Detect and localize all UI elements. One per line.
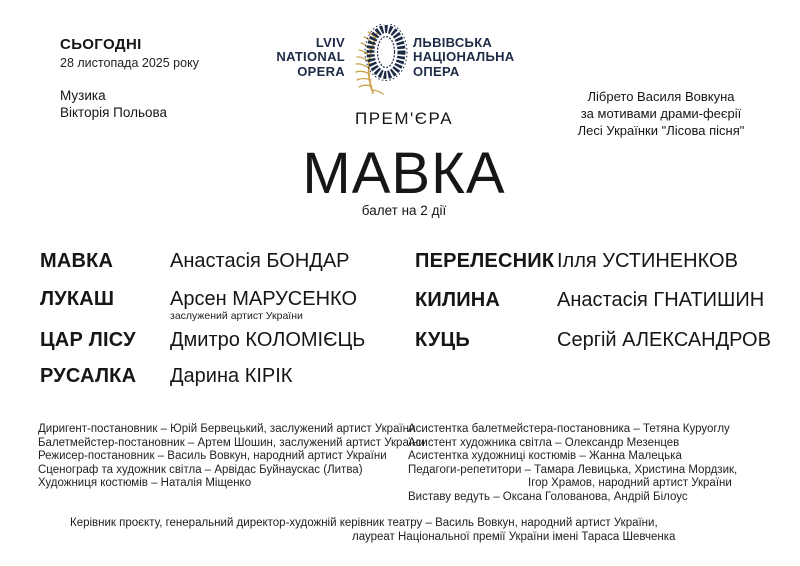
credit-line: Диригент-постановник – Юрій Бервецький, заслужений артист України	[38, 423, 416, 435]
cast-role: МАВКА	[40, 250, 114, 272]
opera-logo-text-en	[228, 36, 345, 79]
production-credits-right	[408, 423, 778, 505]
logo-ua-line: ОПЕРА	[413, 63, 460, 79]
credit-line: Асистент художника світла – Олександр Мезенцев	[408, 436, 680, 449]
logo-ua-line: НАЦІОНАЛЬНА	[413, 49, 515, 65]
credit-line: Асистентка балетмейстера-постановника – Тетяна Куруоглу	[408, 423, 730, 435]
logo-en-line: LVIV	[315, 35, 345, 50]
libretto-line: Лібрето Василя Вовкуна	[587, 89, 735, 104]
logo-ua-line: ЛЬВІВСЬКА	[413, 35, 493, 50]
credit-line: Ігор Храмов, народний артист України	[528, 477, 732, 490]
credit-line: Виставу ведуть – Оксана Голованова, Андрій Білоус	[408, 490, 688, 503]
cast-performer-title: заслужений артист України	[170, 310, 303, 322]
cast-role: ЦАР ЛІСУ	[40, 329, 136, 351]
composer-name: Вікторія Польова	[60, 105, 168, 120]
cast-role: КИЛИНА	[415, 289, 501, 311]
cast-performer: Анастасія БОНДАР	[170, 250, 350, 272]
credit-line: Сценограф та художник світла – Арвідас Буйнаускас (Литва)	[38, 463, 363, 476]
cast-performer-name: Арсен МАРУСЕНКО	[170, 288, 358, 310]
logo-en-line: OPERA	[297, 63, 345, 79]
cast-performer: Анастасія ГНАТИШИН	[557, 289, 765, 311]
logo-en-line: NATIONAL	[276, 49, 345, 65]
director-credit-line: Керівник проєкту, генеральний директор-художній керівник театру – Василь Вовкун, народний артист України,	[70, 517, 658, 529]
credit-line: Педагоги-репетитори – Тамара Левицька, Христина Мордзик,	[408, 463, 738, 476]
cast-role: РУСАЛКА	[40, 365, 137, 387]
performance-date: 28 листопада 2025 року	[60, 56, 199, 70]
cast-performer: Дмитро КОЛОМІЄЦЬ	[170, 329, 366, 351]
cast-performer	[170, 288, 357, 322]
cast-performer: Сергій АЛЕКСАНДРОВ	[557, 329, 771, 351]
opera-logo-text-ua	[413, 36, 543, 79]
credit-line: Балетмейстер-постановник – Артем Шошин, заслужений артист України	[38, 436, 425, 449]
ballet-subtitle: балет на 2 дії	[361, 203, 447, 218]
cast-role: ПЕРЕЛЕСНИК	[415, 250, 555, 272]
music-label: Музика	[60, 88, 106, 103]
production-credits-left	[38, 423, 425, 491]
fern-letter-o-emblem-icon	[344, 24, 412, 96]
credit-line: Асистентка художниці костюмів – Жанна Малецька	[408, 450, 682, 463]
cast-role: ЛУКАШ	[40, 288, 115, 310]
page-title: МАВКА	[302, 141, 506, 206]
cast-performer: Ілля УСТИНЕНКОВ	[557, 250, 738, 272]
libretto-line: за мотивами драми-феєрії	[580, 106, 742, 121]
cast-performer: Дарина КІРІК	[170, 365, 293, 387]
premiere-label: ПРЕМ'ЄРА	[354, 109, 454, 128]
today-label: СЬОГОДНІ	[60, 36, 142, 53]
credit-line: Режисер-постановник – Василь Вовкун, народний артист України	[38, 450, 387, 463]
cast-role: КУЦЬ	[415, 329, 470, 351]
credit-line: Художниця костюмів – Наталія Міщенко	[38, 477, 252, 490]
director-credit-line-2: лауреат Національної премії України імені Тараса Шевченка	[352, 531, 676, 543]
libretto-line: Лесі Українки "Лісова пісня"	[577, 123, 745, 138]
